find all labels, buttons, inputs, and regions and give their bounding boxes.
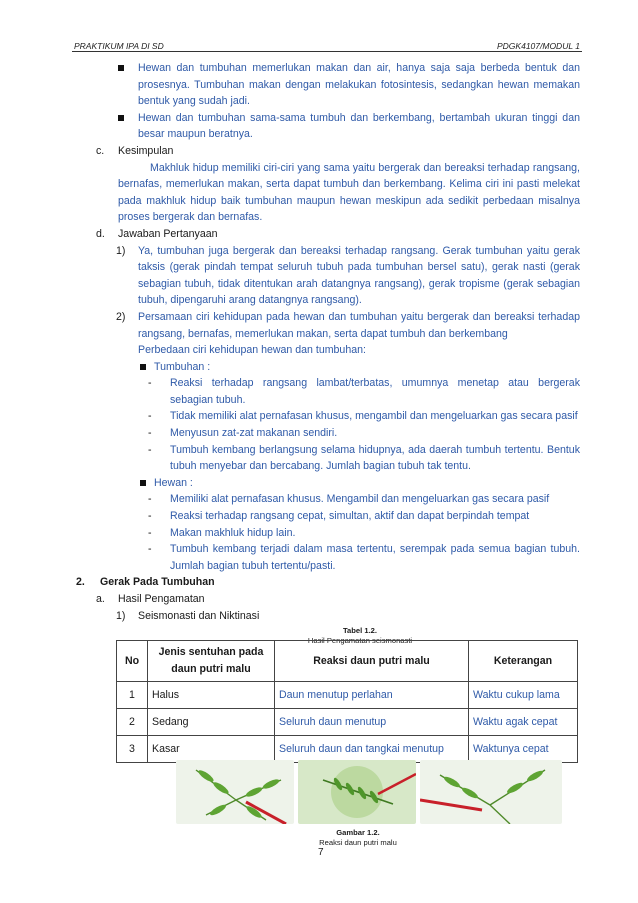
bullet-text: Hewan dan tumbuhan sama-sama tumbuh dan berkembang, bertambah ukuran tinggi dan besar maupun beratnya. (138, 111, 580, 141)
hewan-item: - Makan makhluk hidup lain. (148, 526, 296, 539)
running-header-right: PDGK4107/MODUL 1 (497, 41, 580, 51)
figure-caption-subtitle: Reaksi daun putri malu (319, 838, 397, 847)
mimosa-photos (0, 760, 638, 824)
answer-1-text: Ya, tumbuhan juga bergerak dan bereaksi terhadap rangsang. Gerak tumbuhan yaitu gerak taksis (gerak pindah tempat seluruh tubuh pada tumbuhan bersel satu), gerak nasti (gerak sebagian tubuh, tidak ditentukan arah datangnya rangsang), gerak tropisme (gerak sebagian tubuh, dipengaruhi arang datangnya rangsang). (138, 244, 580, 307)
table-row (117, 709, 578, 736)
section-2-title: Gerak Pada Tumbuhan (100, 576, 215, 589)
jawaban-label: d. (96, 227, 105, 240)
table-cell: Sedang (148, 709, 275, 736)
mimosa-photo-closing (298, 760, 416, 824)
header-rule (72, 51, 582, 52)
table-cell: Seluruh daun menutup (275, 709, 469, 736)
table-cell: Halus (148, 682, 275, 709)
running-header-left: PRAKTIKUM IPA DI SD (74, 41, 164, 51)
mimosa-photo-closed (420, 760, 562, 824)
table-header-cell: Jenis sentuhan pada daun putri malu (148, 641, 275, 682)
kesimpulan-heading (96, 143, 580, 160)
table-row (117, 736, 578, 763)
page-body (0, 60, 638, 646)
answer-2-text: Persamaan ciri kehidupan pada hewan dan tumbuhan yaitu bergerak dan bereaksi terhadap rangsang, bernafas, memerlukan makan, serta dapat tumbuh dan berkembang (138, 310, 580, 340)
table-cell: Daun menutup perlahan (275, 682, 469, 709)
table-cell: Waktu agak cepat (469, 709, 578, 736)
kesimpulan-label: c. (96, 144, 105, 157)
hewan-heading (154, 475, 638, 492)
hewan-item: - Tumbuh kembang terjadi dalam masa tertentu, serempak pada semua bagian tubuh. Jumlah bagian tubuh tertentu/pasti. (148, 543, 580, 572)
table-cell: Seluruh daun dan tangkai menutup (275, 736, 469, 763)
tumbuhan-item: - Tidak memiliki alat pernafasan khusus, mengambil dan mengeluarkan gas secara pasif (148, 410, 578, 423)
answer-2-number: 2) (116, 310, 126, 323)
bullet-item (138, 110, 580, 143)
table-cell: Waktunya cepat (469, 736, 578, 763)
section-2-heading (76, 574, 638, 591)
figure-caption-title: Gambar 1.2. (336, 828, 380, 837)
hasil-pengamatan-heading: a. Hasil Pengamatan (96, 593, 205, 605)
table-header-cell: Reaksi daun putri malu (275, 641, 469, 682)
table-cell: 2 (117, 709, 148, 736)
section-2-number: 2. (76, 576, 85, 589)
hewan-label: Hewan : (154, 476, 193, 489)
page-number: 7 (318, 847, 324, 858)
kesimpulan-paragraph: Makhluk hidup memiliki ciri-ciri yang sama yaitu bergerak dan bereaksi terhadap rangsang, bernafas, memerlukan makan, serta dapat tumbuh dan berkembang. Kelima ciri ini pasti melekat pada makhluk hidup baik tumbuhan maupun hewan meskipun ada sedikit perbedaan misalnya proses bergerak dan bernafas. (118, 161, 580, 224)
table-header-cell: No (117, 641, 148, 682)
mimosa-photo-open (176, 760, 294, 824)
table-cell: 1 (117, 682, 148, 709)
table-cell: Kasar (148, 736, 275, 763)
table-header-cell: Keterangan (469, 641, 578, 682)
results-table (116, 640, 578, 763)
tumbuhan-item: - Menyusun zat-zat makanan sendiri. (148, 427, 338, 440)
hewan-item: - Reaksi terhadap rangsang cepat, simultan, aktif dan dapat berpindah tempat (148, 510, 530, 523)
answer-1 (116, 243, 580, 309)
jawaban-title: Jawaban Pertanyaan (118, 227, 218, 240)
tumbuhan-label: Tumbuhan : (154, 360, 211, 373)
jawaban-heading (96, 226, 580, 243)
table-cell: 3 (117, 736, 148, 763)
kesimpulan-title: Kesimpulan (118, 144, 174, 157)
table-header-row (117, 641, 578, 682)
bullet-item (138, 60, 580, 110)
bullet-text: Hewan dan tumbuhan memerlukan makan dan air, hanya saja saja berbeda bentuk dan prosesnya. Tumbuhan makan dengan melakukan fotosintesis, sedangkan hewan memakan bentuk yang sudah jadi. (138, 62, 580, 108)
table-cell: Waktu cukup lama (469, 682, 578, 709)
table-row (117, 682, 578, 709)
table-caption-title: Tabel 1.2. (342, 626, 378, 636)
answer-1-number: 1) (116, 244, 126, 257)
tumbuhan-heading (154, 359, 638, 376)
answer-2 (116, 309, 580, 342)
answer-2-subtitle: Perbedaan ciri kehidupan hewan dan tumbuhan: (138, 344, 366, 357)
table-caption-subtitle: Hasil Pengamatan seismonasti (307, 636, 413, 646)
seismonasti-heading: 1) Seismonasti dan Niktinasi (116, 609, 260, 622)
hewan-item: - Memiliki alat pernafasan khusus. Mengambil dan mengeluarkan gas secara pasif (148, 493, 550, 506)
tumbuhan-item: - Reaksi terhadap rangsang lambat/terbatas, umumnya menetap atau bergerak sebagian tubuh. (148, 377, 580, 406)
tumbuhan-item: - Tumbuh kembang berlangsung selama hidupnya, ada daerah tumbuh tertentu. Bentuk tubuh menyebar dan bercabang. Jumlah bagian tubuh tak tentu. (148, 443, 580, 473)
